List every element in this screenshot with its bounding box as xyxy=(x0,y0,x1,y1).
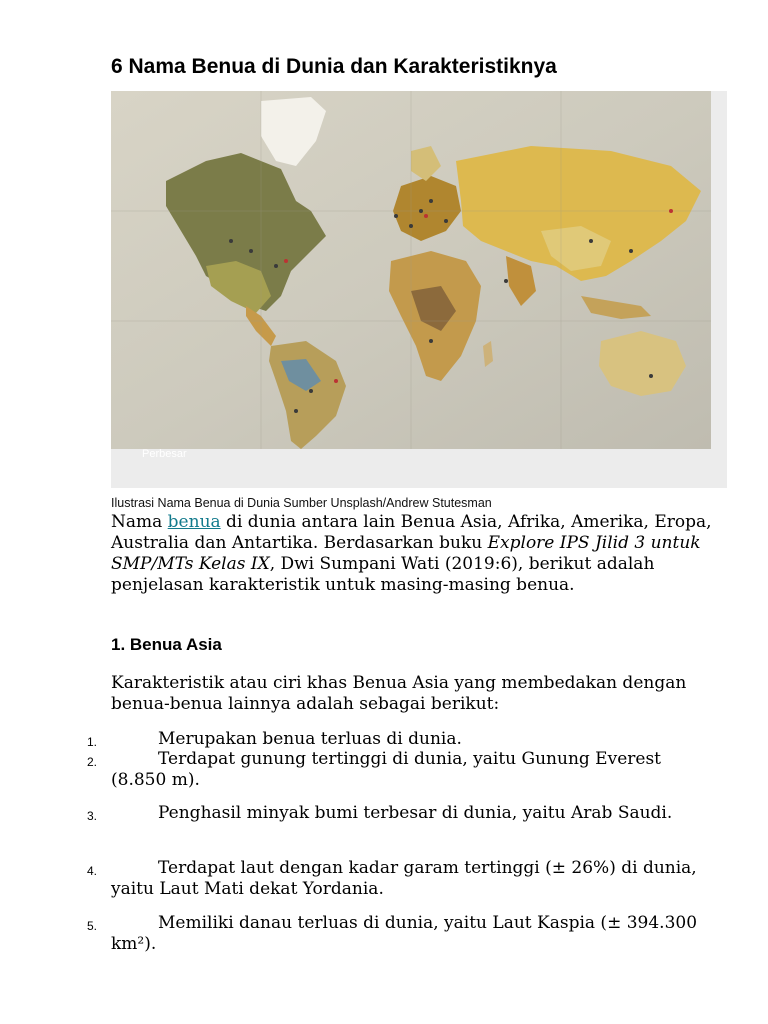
list-text: Merupakan benua terluas di dunia. xyxy=(158,729,462,749)
list-item xyxy=(87,729,711,750)
list-text: Memiliki danau terluas di dunia, yaitu Laut Kaspia (± 394.300 km²). xyxy=(111,913,698,954)
list-number: 5. xyxy=(87,919,98,933)
world-map-image[interactable] xyxy=(111,91,711,449)
benua-link[interactable]: benua xyxy=(167,512,221,532)
section-intro: Karakteristik atau ciri khas Benua Asia yang membedakan dengan benua-benua lainnya adalah sebagai berikut: xyxy=(111,673,687,714)
list-number: 3. xyxy=(87,809,98,823)
intro-paragraph xyxy=(111,512,731,596)
intro-text-end: , Dwi Sumpani Wati (2019:6), berikut adalah penjelasan karakteristik untuk masing-masing benua. xyxy=(111,554,655,595)
list-text: Penghasil minyak bumi terbesar di dunia, yaitu Arab Saudi. xyxy=(158,803,673,823)
book-title: Explore IPS Jilid 3 untuk SMP/MTs Kelas IX xyxy=(111,533,701,574)
list-item xyxy=(87,913,711,955)
world-map-illustration xyxy=(111,91,711,449)
list-number: 4. xyxy=(87,864,98,878)
list-item xyxy=(87,803,711,824)
list-item xyxy=(87,749,711,791)
list-number: 1. xyxy=(87,735,98,749)
intro-text-start: Nama xyxy=(111,512,168,532)
list-text: Terdapat laut dengan kadar garam tertinggi (± 26%) di dunia, yaitu Laut Mati dekat Yordania. xyxy=(111,858,697,899)
intro-text-middle: di dunia antara lain Benua Asia, Afrika, Amerika, Eropa, Australia dan Antartika. Berdasarkan buku xyxy=(111,512,712,553)
section-heading: 1. Benua Asia xyxy=(111,635,222,654)
list-item xyxy=(87,858,711,900)
list-text: Terdapat gunung tertinggi di dunia, yaitu Gunung Everest (8.850 m). xyxy=(111,749,662,790)
list-number: 2. xyxy=(87,755,98,769)
image-caption: Ilustrasi Nama Benua di Dunia Sumber Unsplash/Andrew Stutesman xyxy=(111,496,492,510)
article-title: 6 Nama Benua di Dunia dan Karakteristiknya xyxy=(111,55,557,78)
enlarge-label[interactable]: Perbesar xyxy=(142,448,187,460)
figure xyxy=(111,91,727,488)
